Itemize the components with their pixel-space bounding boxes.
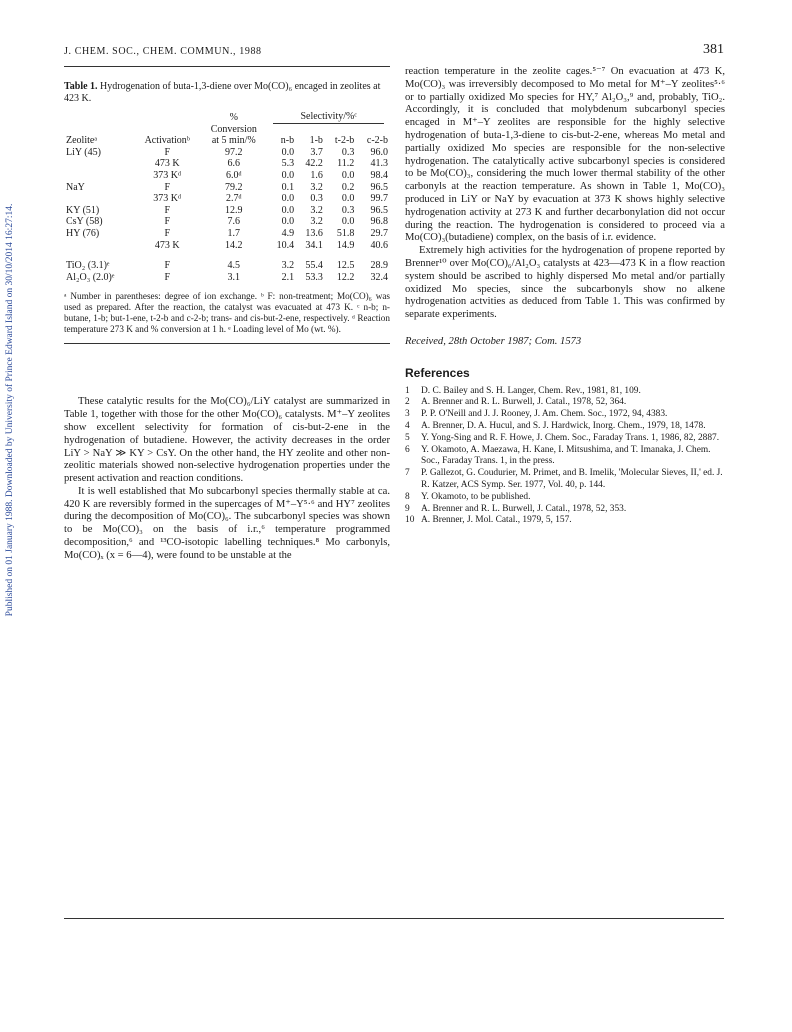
cell-b1: 1.6: [310, 169, 323, 181]
cell-activation: F: [164, 260, 170, 272]
cell-conv: 14.2: [225, 239, 243, 251]
table-row: [64, 170, 390, 182]
table-row: [64, 251, 390, 272]
zeolite-head: Zeoliteᵃ: [66, 135, 98, 147]
cell-c2b: 96.8: [370, 216, 388, 228]
cell-zeolite: NaY: [66, 181, 85, 193]
reference-list: [405, 386, 725, 528]
cell-conv: 6.0ᵈ: [225, 169, 242, 181]
cell-nb: 0.0: [281, 146, 295, 158]
table-row: [64, 240, 390, 252]
reference-number: 4: [405, 420, 410, 431]
body-paragraph: These catalytic results for the Mo(CO)₆/LiY catalyst are summarized in Table 1, together with those for the other Mo(CO)₆ catalysts. M⁺–Y zeolites show excellent selectivity for formation of cis-but-2-ene in the hydrogenation of butadiene. However, the activity decreases in the order LiY > NaY ≫ KY > CsY. On the other hand, the HY zeolite and other non-zeolitic materials showed non-selective hydrogenation properties under the present activation and reaction conditions.: [64, 396, 390, 485]
cell-conv: 1.7: [227, 227, 241, 239]
body-paragraph: reaction temperature in the zeolite cages.⁵⁻⁷ On evacuation at 473 K, Mo(CO)₃ was irreversibly decomposed to Mo metal for M⁺–Y zeolites⁵·⁶ or to partially oxidized Mo species for HY,⁷ Al₂O₃,⁹ and, probably, TiO₂. Accordingly, it is concluded that molybdenum subcarbonyl species encaged in M⁺–Y zeolites are responsible for the highly selective hydrogenation of buta-1,3-diene to cis-but-2-ene, whereas Mo metal and partially oxidized Mo species are responsible for the non-selective hydrogenation. The catalytically active subcarbonyl species is considered to be Mo(CO)₃, considering the much lower thermal stability of the other carbonyls at the reaction temperature. As shown in Table 1, Mo(CO)₃ produced in LiY or NaY by evacuation at 373 K shows highly selective hydrogenation activity at 273 K and further decarbonylation did not occur during the reaction. The hydrogenation is considered to proceed via a Mo(CO)₃(butadiene) complex, on the basis of i.r. evidence.: [405, 66, 725, 244]
download-notice: [2, 160, 18, 660]
table-footnotes: ᵃ Number in parentheses: degree of ion exchange. ᵇ F: non-treatment; Mo(CO)₆ was used as prepared. After the reaction, the catalyst was evacuated at 473 K. ᶜ n-b; n-butane, 1-b; but-1-ene, t-2-b and c-2-b; trans- and cis-but-2-ene, respectively. ᵈ Reaction temperature 273 K and % conversion at 1 h. ᵉ Loading level of Mo (wt. %).: [64, 291, 390, 335]
bottom-rule: [64, 918, 724, 919]
cell-t2b: 0.0: [341, 193, 355, 205]
cell-c2b: 41.3: [370, 158, 388, 170]
table-caption-text: Hydrogenation of buta-1,3-diene over Mo(CO)₆ encaged in zeolites at 423 K.: [64, 81, 381, 104]
table-caption: [64, 81, 390, 105]
cell-b1: 3.2: [310, 216, 323, 228]
cell-c2b: 29.7: [370, 227, 388, 239]
cell-t2b: 51.8: [336, 227, 355, 239]
cell-t2b: 0.0: [341, 216, 355, 228]
cell-c2b: 40.6: [370, 239, 388, 251]
reference-text: Y. Okamoto, A. Maezawa, H. Kane, I. Mitsushima, and T. Imanaka, J. Chem. Soc., Faraday Trans. 1, in the press.: [421, 444, 711, 467]
cell-activation: 373 Kᵈ: [153, 169, 182, 181]
cell-t2b: 0.0: [341, 169, 355, 181]
cell-nb: 5.3: [281, 158, 295, 170]
table-row: [64, 228, 390, 240]
reference-text: D. C. Bailey and S. H. Langer, Chem. Rev., 1981, 81, 109.: [421, 385, 641, 396]
cell-t2b: 0.3: [341, 204, 355, 216]
reference-item: [405, 421, 725, 433]
reference-item: [405, 445, 725, 469]
body-paragraph: It is well established that Mo subcarbonyl species thermally stable at ca. 420 K are reversibly formed in the supercages of M⁺–Y⁵·⁶ and HY⁷ zeolites during the decomposition of Mo(CO)₆. The subcarbonyl species was shown to be Mo(CO)₃ on the basis of i.r.,⁶ temperature programmed decomposition,⁶ and ¹³CO-isotopic labelling techniques.⁸ Mo carbonyls, Mo(CO)ₓ (x = 6—4), were found to be unstable at the: [64, 485, 390, 561]
reference-item: [405, 492, 725, 504]
cell-b1: 3.2: [310, 204, 323, 216]
reference-text: P. P. O'Neill and J. J. Rooney, J. Am. Chem. Soc., 1972, 94, 4383.: [421, 409, 668, 420]
reference-text: P. Gallezot, G. Coudurier, M. Primet, and B. Imelik, 'Molecular Sieves, II,' ed. J. R. Katzer, ACS Symp. Ser. 1977, Vol. 40, p. 144.: [421, 468, 723, 490]
cell-activation: F: [164, 146, 170, 158]
cell-nb: 0.0: [281, 204, 295, 216]
cell-zeolite: [64, 158, 134, 170]
reference-number: 7: [405, 468, 410, 479]
running-head: J. CHEM. SOC., CHEM. COMMUN., 1988: [64, 46, 262, 57]
cell-nb: 0.0: [281, 216, 295, 228]
cell-conv: 3.1: [227, 271, 241, 283]
cell-t2b: 11.2: [337, 158, 355, 170]
cell-conv: 2.7ᵈ: [225, 193, 242, 205]
cell-b1: 3.2: [310, 181, 323, 193]
cell-activation: F: [164, 181, 170, 193]
reference-number: 2: [405, 397, 410, 408]
page-header: [64, 42, 724, 62]
cell-c2b: 28.9: [370, 260, 388, 272]
cell-conv: 79.2: [225, 181, 243, 193]
cell-conv: 6.6: [227, 158, 241, 170]
right-column: [405, 66, 725, 527]
cell-nb: 0.0: [281, 193, 295, 205]
table-row: [64, 205, 390, 217]
conversion-head-bottom: at 5 min/%: [211, 135, 256, 147]
c2b-head: c-2-b: [366, 135, 388, 147]
cell-t2b: 12.5: [336, 260, 355, 272]
cell-b1: 55.4: [305, 260, 323, 272]
cell-zeolite: TiO₂ (3.1)ᵉ: [66, 260, 110, 272]
cell-b1: 42.2: [305, 158, 323, 170]
cell-zeolite: [64, 170, 134, 182]
cell-b1: 53.3: [305, 271, 323, 283]
reference-number: 10: [405, 515, 415, 526]
cell-t2b: 0.2: [341, 181, 355, 193]
reference-number: 9: [405, 503, 410, 514]
cell-t2b: 0.3: [341, 146, 355, 158]
cell-t2b: 12.2: [336, 271, 355, 283]
reference-item: [405, 468, 725, 492]
cell-c2b: 32.4: [370, 271, 388, 283]
cell-conv: 12.9: [225, 204, 243, 216]
reference-text: A. Brenner, D. A. Hucul, and S. J. Hardwick, Inorg. Chem., 1979, 18, 1478.: [421, 420, 706, 431]
reference-text: A. Brenner, J. Mol. Catal., 1979, 5, 157.: [421, 515, 572, 526]
table-label: Table 1.: [64, 81, 98, 92]
cell-c2b: 96.5: [370, 204, 388, 216]
cell-zeolite: Al₂O₃ (2.0)ᵉ: [66, 271, 115, 283]
cell-conv: 7.6: [227, 216, 241, 228]
download-notice-text: Published on 01 January 1988. Downloaded by University of Prince Edward Island on 30/10/2014 16:27:14.: [5, 203, 15, 617]
table-top-rule: [64, 66, 390, 67]
reference-number: 5: [405, 432, 410, 443]
reference-text: Y. Okamoto, to be published.: [421, 491, 531, 502]
cell-conv: 4.5: [227, 260, 241, 272]
cell-nb: 3.2: [281, 260, 295, 272]
table-body: [64, 147, 390, 284]
cell-nb: 4.9: [281, 227, 295, 239]
table-row: [64, 147, 390, 159]
nb-head: n-b: [280, 135, 295, 147]
table-row: [64, 158, 390, 170]
cell-activation: F: [164, 204, 170, 216]
table-row: [64, 193, 390, 205]
cell-nb: 0.0: [281, 169, 295, 181]
cell-activation: 373 Kᵈ: [153, 193, 182, 205]
cell-b1: 0.3: [310, 193, 323, 205]
cell-b1: 3.7: [310, 146, 323, 158]
cell-t2b: 14.9: [336, 239, 355, 251]
cell-nb: 10.4: [276, 239, 295, 251]
cell-activation: F: [164, 271, 170, 283]
reference-text: A. Brenner and R. L. Burwell, J. Catal., 1978, 52, 353.: [421, 503, 627, 514]
cell-nb: 2.1: [281, 271, 295, 283]
reference-number: 1: [405, 385, 410, 396]
activation-head: Activationᵇ: [144, 135, 190, 147]
cell-zeolite: [64, 240, 134, 252]
received-date: Received, 28th October 1987; Com. 1573: [405, 335, 582, 347]
reference-number: 3: [405, 409, 410, 420]
table-row: [64, 216, 390, 228]
reference-item: [405, 515, 725, 527]
cell-zeolite: CsY (58): [66, 216, 103, 228]
cell-c2b: 98.4: [370, 169, 388, 181]
cell-b1: 13.6: [305, 227, 323, 239]
reference-item: [405, 433, 725, 445]
cell-c2b: 96.0: [370, 146, 388, 158]
cell-c2b: 96.5: [370, 181, 388, 193]
cell-zeolite: KY (51): [66, 204, 100, 216]
b1-head: 1-b: [309, 135, 323, 147]
table-row: [64, 182, 390, 194]
cell-activation: F: [164, 216, 170, 228]
reference-text: A. Brenner and R. L. Burwell, J. Catal., 1978, 52, 364.: [421, 397, 627, 408]
table-bottom-rule: [64, 343, 390, 344]
body-paragraph: Extremely high activities for the hydrogenation of propene reported by Brenner¹⁰ over Mo(CO)₆/Al₂O₃ catalysts at 423—473 K in a flow reaction system should be ascribed to highly dispersed Mo metal and/or partially oxidized Mo species, since the subcarbonyls show no alkene hydrogenation actvities as deduced from Table 1. This was confirmed by separate experiments.: [405, 245, 725, 321]
cell-activation: 473 K: [154, 239, 180, 251]
cell-activation: 473 K: [154, 158, 180, 170]
hydrogenation-table: [64, 111, 390, 283]
cell-conv: 97.2: [225, 146, 243, 158]
reference-number: 8: [405, 491, 410, 502]
cell-zeolite: HY (76): [66, 227, 100, 239]
left-column: [64, 66, 390, 563]
conversion-head-top: %: [229, 111, 238, 123]
cell-zeolite: LiY (45): [66, 146, 101, 158]
reference-item: [405, 409, 725, 421]
table-row: [64, 272, 390, 284]
reference-text: Y. Yong-Sing and R. F. Howe, J. Chem. Soc., Faraday Trans. 1, 1986, 82, 2887.: [421, 432, 720, 443]
cell-zeolite: [64, 193, 134, 205]
reference-item: [405, 386, 725, 398]
cell-activation: F: [164, 227, 170, 239]
selectivity-head: Selectivity/%ᶜ: [267, 111, 390, 124]
conversion-head-mid: Conversion: [210, 123, 257, 135]
cell-b1: 34.1: [305, 239, 323, 251]
reference-number: 6: [405, 444, 410, 455]
references-heading: References: [405, 365, 470, 380]
page-number: 381: [703, 42, 724, 57]
reference-item: [405, 397, 725, 409]
cell-nb: 0.1: [281, 181, 295, 193]
t2b-head: t-2-b: [334, 135, 355, 147]
cell-c2b: 99.7: [370, 193, 388, 205]
reference-item: [405, 504, 725, 516]
